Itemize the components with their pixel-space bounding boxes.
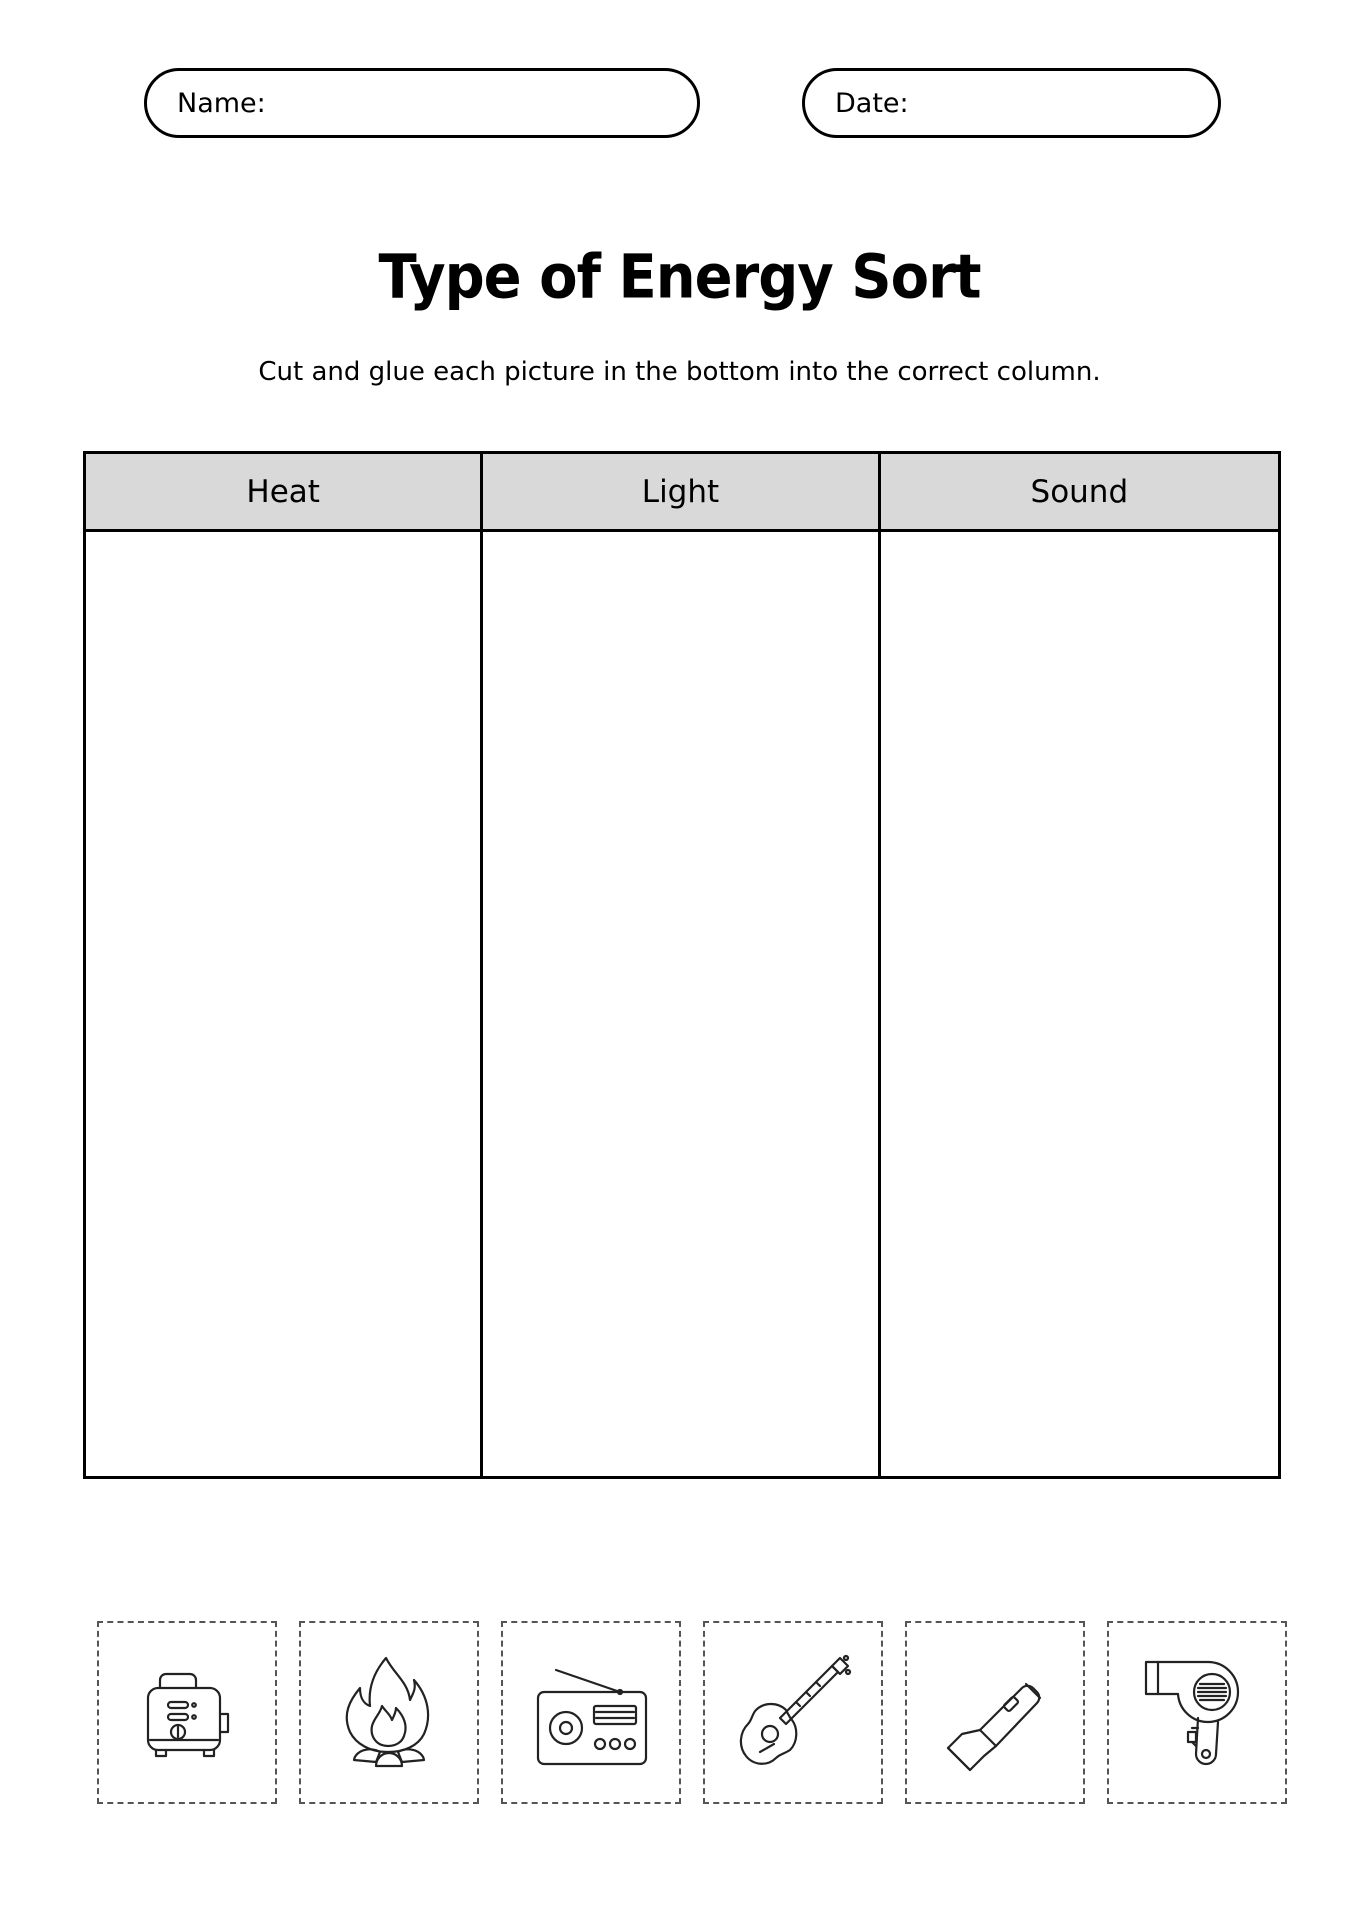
radio-icon	[526, 1648, 656, 1778]
flashlight-icon	[930, 1648, 1060, 1778]
cutout-card-guitar[interactable]	[703, 1621, 883, 1804]
cutout-cards	[97, 1621, 1289, 1804]
guitar-icon	[728, 1648, 858, 1778]
drop-zone-light[interactable]	[483, 532, 880, 1476]
cutout-card-flashlight[interactable]	[905, 1621, 1085, 1804]
date-field[interactable]	[802, 68, 1221, 138]
cutout-card-toaster[interactable]	[97, 1621, 277, 1804]
drop-zone-sound[interactable]	[881, 532, 1278, 1476]
campfire-icon	[324, 1648, 454, 1778]
hair-dryer-icon	[1132, 1648, 1262, 1778]
cutout-card-radio[interactable]	[501, 1621, 681, 1804]
cutout-card-campfire[interactable]	[299, 1621, 479, 1804]
instructions: Cut and glue each picture in the bottom into the correct column.	[258, 357, 1101, 387]
column-header-heat: Heat	[86, 454, 483, 532]
name-label: Name:	[177, 87, 266, 119]
column-header-light: Light	[483, 454, 880, 532]
drop-zone-heat[interactable]	[86, 532, 483, 1476]
page-title: Type of Energy Sort	[378, 242, 981, 313]
toaster-icon	[122, 1648, 252, 1778]
sort-table	[83, 451, 1281, 1479]
cutout-card-hair-dryer[interactable]	[1107, 1621, 1287, 1804]
date-label: Date:	[835, 87, 909, 119]
name-field[interactable]	[144, 68, 700, 138]
column-header-sound: Sound	[881, 454, 1278, 532]
